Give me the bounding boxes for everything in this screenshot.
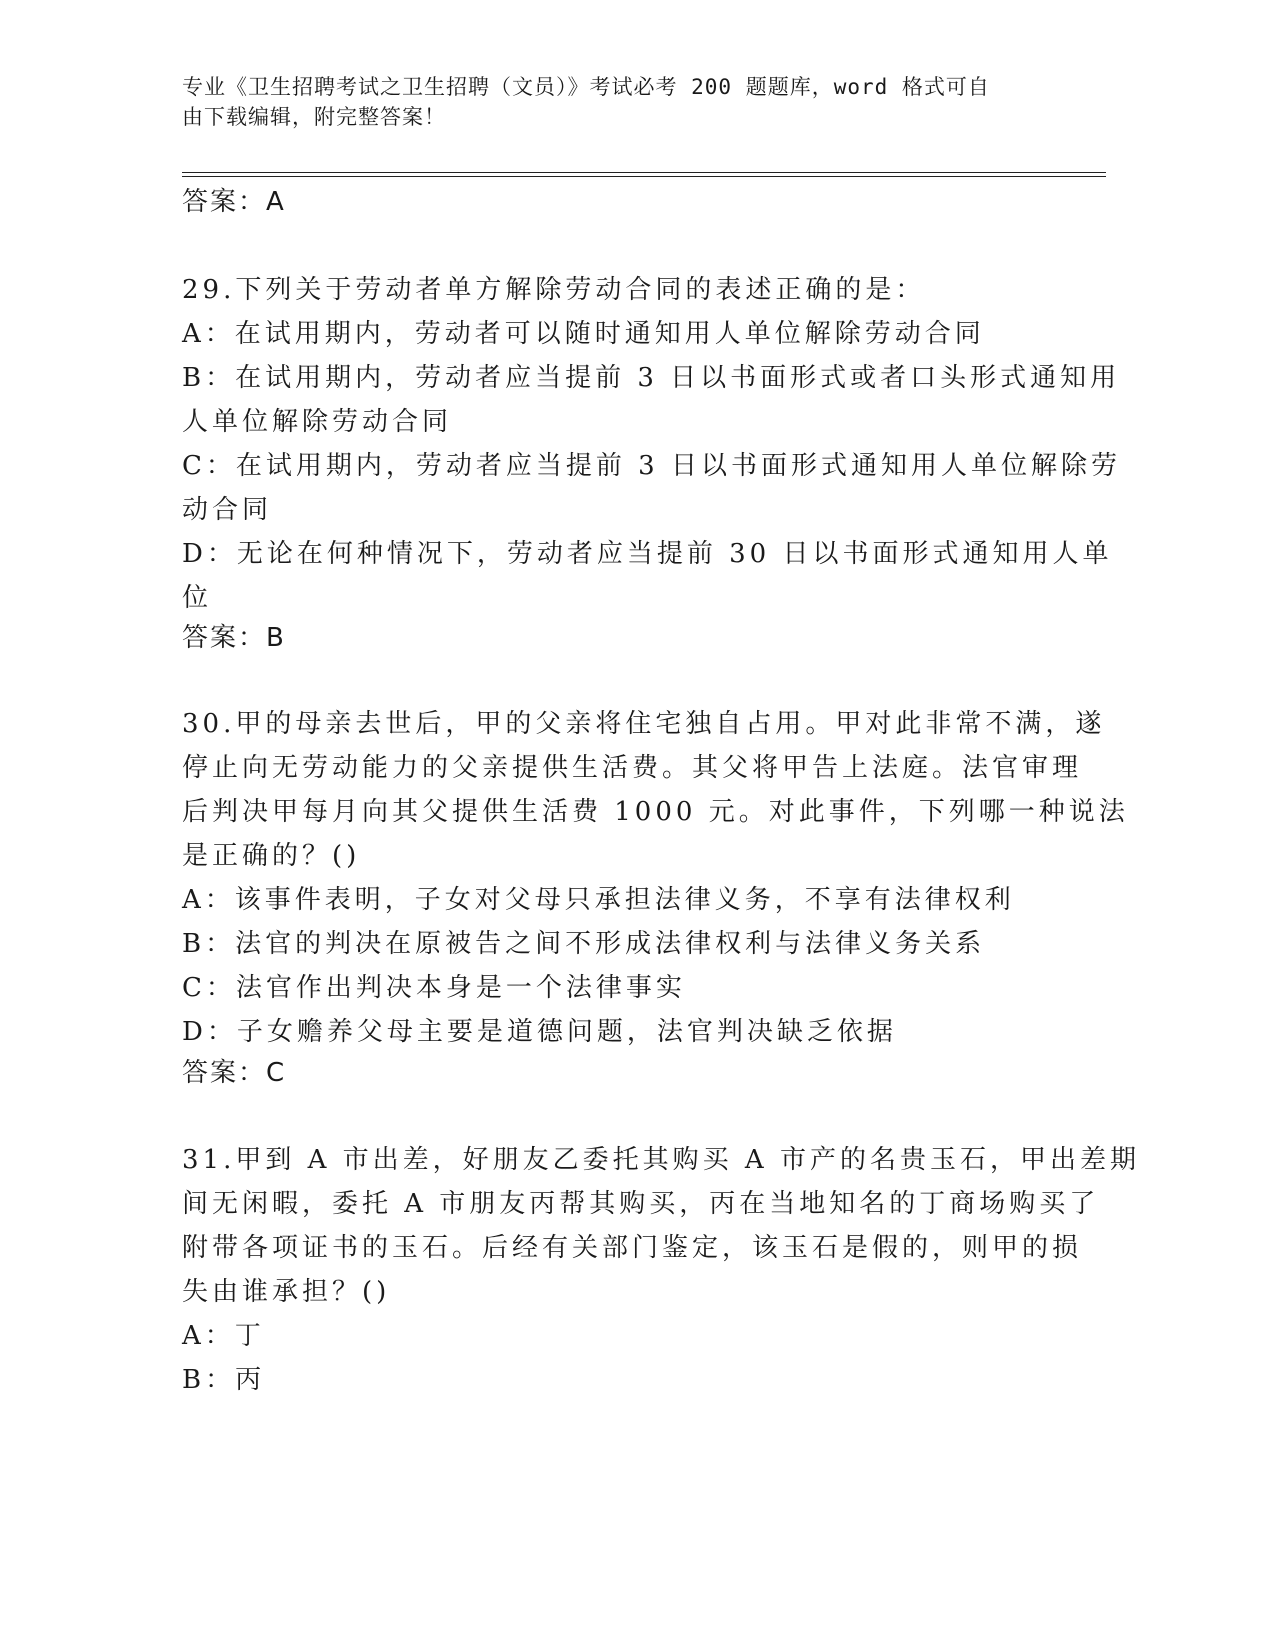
question-31-stem-line-1: 31.甲到 A 市出差，好朋友乙委托其购买 A 市产的名贵玉石，甲出差期 (182, 1145, 1140, 1175)
question-31 (182, 1138, 1140, 1402)
question-29-option-b-line-1: B：在试用期内，劳动者应当提前 3 日以书面形式或者口头形式通知用 (182, 363, 1121, 393)
question-29-option-c-line-2: 动合同 (182, 495, 273, 525)
previous-question-answer: 答案：A (182, 187, 286, 217)
header-divider-bottom (182, 176, 1106, 177)
question-29-option-c-line-1: C：在试用期内，劳动者应当提前 3 日以书面形式通知用人单位解除劳 (182, 451, 1121, 481)
question-30-option-b: B：法官的判决在原被告之间不形成法律权利与法律义务关系 (182, 929, 986, 959)
question-30-option-a: A：该事件表明，子女对父母只承担法律义务，不享有法律权利 (182, 885, 1015, 915)
question-29-option-d-line-1: D：无论在何种情况下，劳动者应当提前 30 日以书面形式通知用人单 (182, 539, 1113, 569)
document-header (182, 72, 1042, 132)
header-divider-top (182, 172, 1106, 173)
question-31-option-a: A：丁 (182, 1321, 265, 1351)
question-29-option-a: A：在试用期内，劳动者可以随时通知用人单位解除劳动合同 (182, 319, 985, 349)
question-29-answer: 答案：B (182, 623, 286, 653)
question-30-stem-line-4: 是正确的？() (182, 841, 361, 871)
question-29 (182, 268, 1121, 620)
question-30-stem-line-1: 30.甲的母亲去世后，甲的父亲将住宅独自占用。甲对此非常不满，遂 (182, 709, 1106, 739)
header-line-1: 专业《卫生招聘考试之卫生招聘（文员）》考试必考 200 题题库，word 格式可自 (182, 75, 990, 99)
question-31-stem-line-4: 失由谁承担？() (182, 1277, 391, 1307)
question-30-option-d: D：子女赡养父母主要是道德问题，法官判决缺乏依据 (182, 1017, 897, 1047)
question-30-stem-line-3: 后判决甲每月向其父提供生活费 1000 元。对此事件，下列哪一种说法 (182, 797, 1129, 827)
question-29-option-b-line-2: 人单位解除劳动合同 (182, 407, 453, 437)
question-30 (182, 702, 1129, 1054)
question-31-option-b: B：丙 (182, 1365, 266, 1395)
question-30-option-c: C：法官作出判决本身是一个法律事实 (182, 973, 686, 1003)
question-31-stem-line-3: 附带各项证书的玉石。后经有关部门鉴定，该玉石是假的，则甲的损 (182, 1233, 1083, 1263)
header-line-2: 由下载编辑，附完整答案！ (182, 105, 446, 129)
question-30-answer: 答案：C (182, 1058, 287, 1088)
question-29-option-d-line-2: 位 (182, 583, 213, 613)
question-30-stem-line-2: 停止向无劳动能力的父亲提供生活费。其父将甲告上法庭。法官审理 (182, 753, 1083, 783)
question-29-stem: 29.下列关于劳动者单方解除劳动合同的表述正确的是： (182, 275, 926, 305)
question-31-stem-line-2: 间无闲暇，委托 A 市朋友丙帮其购买，丙在当地知名的丁商场购买了 (182, 1189, 1100, 1219)
